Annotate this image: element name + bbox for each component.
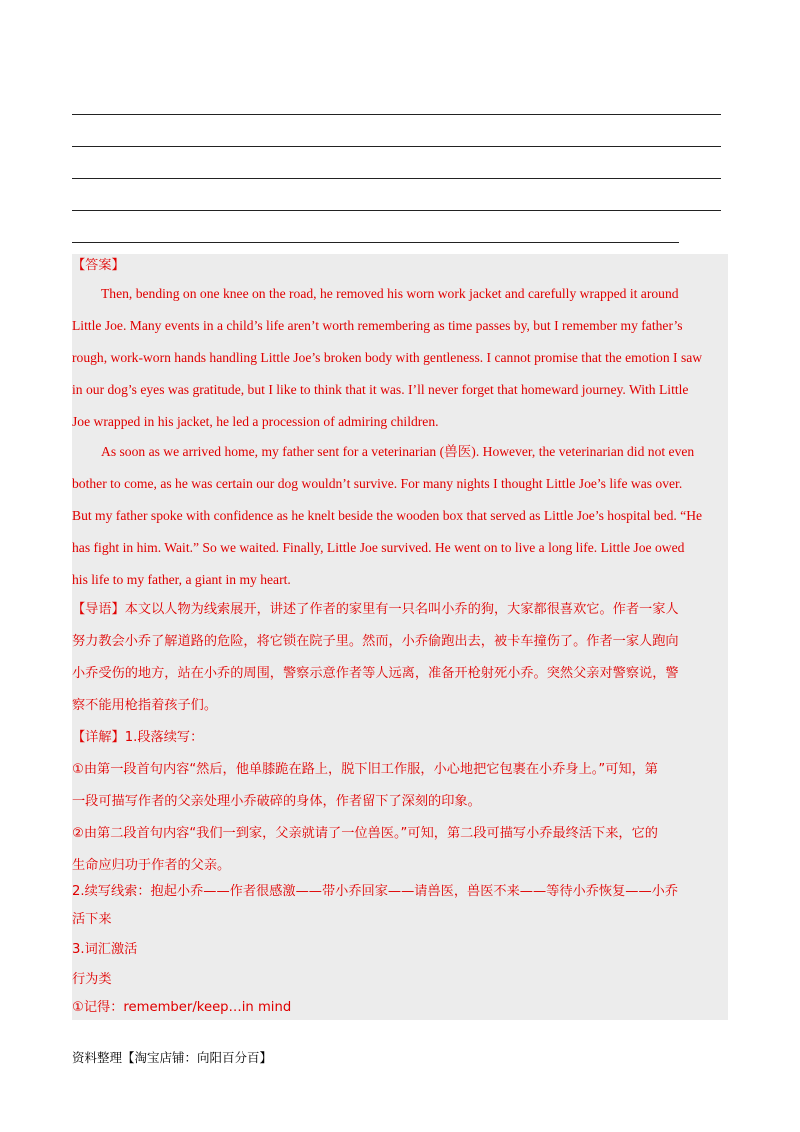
answer-section	[72, 254, 728, 1020]
guide-line: 小乔受伤的地方，站在小乔的周围，警察示意作者等人远离，准备开枪射死小乔。突然父亲对警察说，警	[72, 666, 679, 681]
writing-line-4	[72, 210, 721, 211]
answer-line: rough, work-worn hands handling Little Joe’s broken body with gentleness. I cannot promise that the emotion I saw	[72, 350, 703, 365]
answer-line: As soon as we arrived home, my father sent for a veterinarian (兽医). However, the veterinarian did not even	[101, 444, 695, 459]
answer-line: But my father spoke with confidence as he knelt beside the wooden box that served as Little Joe’s hospital bed. “He	[72, 508, 703, 523]
answer-line: in our dog’s eyes was gratitude, but I like to think that it was. I’ll never forget that homeward journey. With Little	[72, 382, 689, 397]
writing-line-3	[72, 178, 721, 179]
detail-line: ①由第一段首句内容“然后，他单膝跪在路上，脱下旧工作服，小心地把它包裹在小乔身上。”可知，第	[72, 762, 658, 777]
writing-line-2	[72, 146, 721, 147]
detail-line: 活下来	[72, 912, 112, 927]
detail-line: 2.续写线索：抱起小乔——作者很感激——带小乔回家——请兽医，兽医不来——等待小乔恢复——小乔	[72, 884, 679, 899]
detail-line: 行为类	[72, 972, 112, 987]
guide-line: 努力教会小乔了解道路的危险，将它锁在院子里。然而，小乔偷跑出去，被卡车撞伤了。作者一家人跑向	[72, 634, 679, 649]
answer-line: his life to my father, a giant in my heart.	[72, 572, 291, 587]
detail-line: ②由第二段首句内容“我们一到家，父亲就请了一位兽医。”可知，第二段可描写小乔最终活下来，它的	[72, 826, 658, 841]
writing-line-1	[72, 114, 721, 115]
answer-line: has fight in him. Wait.” So we waited. Finally, Little Joe survived. He went on to live a long life. Little Joe owed	[72, 540, 685, 555]
answer-line: Then, bending on one knee on the road, he removed his worn work jacket and carefully wrapped it around	[101, 286, 679, 301]
answer-label: 【答案】	[72, 258, 125, 273]
guide-line: 【导语】本文以人物为线索展开，讲述了作者的家里有一只名叫小乔的狗，大家都很喜欢它。作者一家人	[72, 602, 679, 617]
detail-line: 生命应归功于作者的父亲。	[72, 858, 231, 873]
answer-line: Joe wrapped in his jacket, he led a procession of admiring children.	[72, 414, 439, 429]
answer-line: bother to come, as he was certain our dog wouldn’t survive. For many nights I thought Little Joe’s life was over.	[72, 476, 683, 491]
detail-line: 3.词汇激活	[72, 942, 138, 957]
detail-line: ①记得：remember/keep…in mind	[72, 1000, 292, 1015]
detail-line: 【详解】1.段落续写：	[72, 730, 204, 745]
detail-line: 一段可描写作者的父亲处理小乔破碎的身体，作者留下了深刻的印象。	[72, 794, 481, 809]
writing-line-5	[72, 242, 679, 243]
guide-line: 察不能用枪指着孩子们。	[72, 698, 218, 713]
page-footer: 资料整理【淘宝店铺：向阳百分百】	[72, 1050, 273, 1065]
answer-line: Little Joe. Many events in a child’s life aren’t worth remembering as time passes by, but I remember my father’s	[72, 318, 683, 333]
